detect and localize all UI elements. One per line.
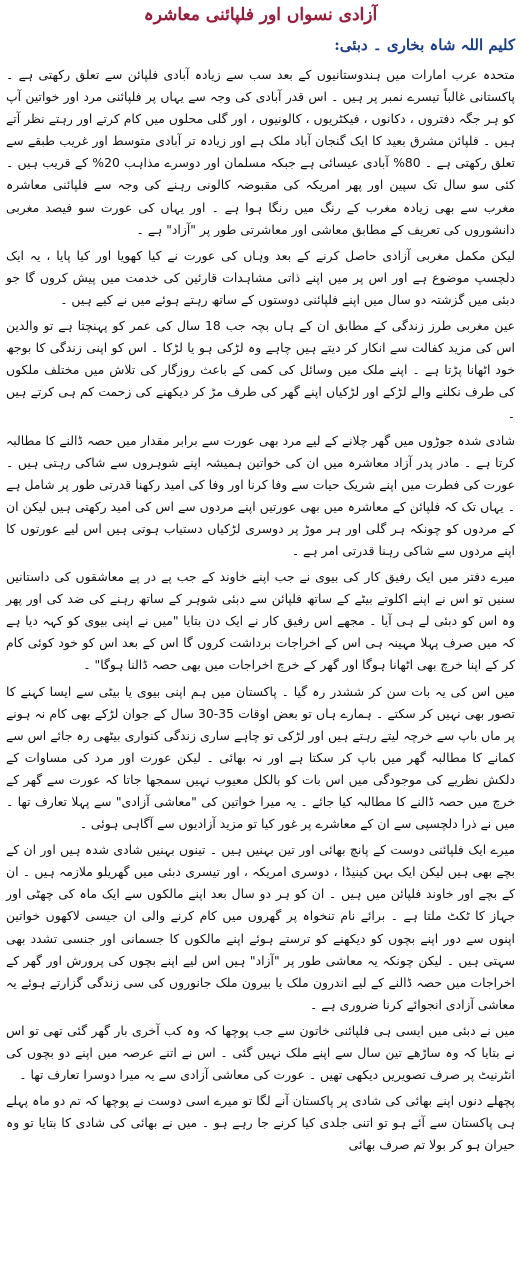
paragraph: میں اس کی یہ بات سن کر ششدر رہ گیا ۔ پاکستان میں ہم اپنی بیوی یا بیٹی سے ایسا کہنے کا تصور بھی نہیں کر سکتے ۔ ہمارے ہاں تو بعض اوقات 35-30 سال کے جوان لڑکے بھی کام نہ ہونے پر ماں باپ سے خرچہ لیتے رہتے ہیں اور لڑکی تو چاہے ساری زندگی کنواری بیٹھی رہ جائے اس سے کمانے کا مطالبہ گھر میں باپ کر سکتا ہے اور نہ بھائی ۔ لیکن عورت اور مرد کی مساوات کے دلکش نظریے کی موجودگی میں اس بات کو بالکل معیوب نہیں سمجھا جاتا کہ عورت سے گھر کے خرچ میں حصہ ڈالنے کا مطالبہ کیا جائے ۔ یہ میرا خواتین کی "معاشی آزادی" سے پہلا تعارف تھا ۔ میں نے ذرا دلچسپی سے ان کے معاشرے پر غور کیا تو مزید آزادیوں سے آگاہی ہوئی ۔ <box>6 683 515 832</box>
article-body <box>6 64 515 1161</box>
article-byline: کلیم اللہ شاہ بخاری ۔ دبئی: <box>334 36 515 54</box>
paragraph: پچھلے دنوں اپنے بھائی کی شادی پر پاکستان آنے لگا تو میرے اسی دوست نے پوچھا کہ تم دو ماہ پہلے ہی پاکستان سے آئے ہو تو اتنی جلدی کیا کرنے جا رہے ہو ۔ میں نے بھائی کی شادی کا بتایا تو وہ حیران ہو کر بولا تم صرف بھائی <box>6 1093 515 1153</box>
paragraph: میرے ایک فلپائنی دوست کے پانچ بھائی اور تین بہنیں ہیں ۔ تینوں بہنیں شادی شدہ ہیں اور ان کے بچے بھی ہیں لیکن ایک بہن کینیڈا ، دوسری امریکہ ، اور تیسری دبئی میں گھریلو ملازمہ ہیں ۔ ان کے بچے اور خاوند فلپائن میں ہیں ۔ ان کو ہر دو سال بعد اپنے مالکوں سے ایک ماہ کی چھٹی اور جہاز کا ٹکٹ ملتا ہے ۔ برائے نام تنخواہ پر گھروں میں کام کرنے والی ان جیسی لاکھوں خواتین اپنوں سے دور اپنے بچوں کو دیکھنے کو ترستے ہوئے اپنے مالکوں کا جسمانی اور جنسی تشدد بھی سہتی ہیں ۔ لیکن چونکہ یہ معاشی طور پر "آزاد" ہیں اس لیے اپنے بچوں کی پرورش اور گھر کے اخراجات میں حصہ ڈالنے کے لیے اندرون ملک یا بیرون ملک جانوروں کی سی زندگی گزارتے ہوئے یہ معاشی آزادی انجوائے کرنا ضروری ہے ۔ <box>6 842 515 1012</box>
paragraph: عین مغربی طرز زندگی کے مطابق ان کے ہاں بچہ جب 18 سال کی عمر کو پہنچتا ہے تو والدین اس کی مزید کفالت سے انکار کر دیتے ہیں چاہے وہ لڑکی ہو یا لڑکا ۔ اس کو اپنی زندگی کا بوجھ خود اٹھانا پڑتا ہے ۔ اپنے ملک میں وسائل کی کمی کے باعث روزگار کی تلاش میں مختلف ملکوں کی طرف نکلنے والے لڑکے اور لڑکیاں اپنے گھر کی طرف مڑ کر دیکھنے کی زحمت کم ہی کرتے ہیں ۔ <box>6 318 515 422</box>
paragraph: متحدہ عرب امارات میں ہندوستانیوں کے بعد سب سے زیادہ آبادی فلپائن سے تعلق رکھتی ہے ۔ پاکستانی غالباً تیسرے نمبر پر ہیں ۔ اس قدر آبادی کی وجہ سے یہاں پر فلپائنی مرد اور خواتین آپ کو ہر جگہ دفتروں ، دکانوں ، فیکٹریوں ، کالونیوں ، اور گلی محلوں میں کام کرتے اور رہتے نظر آتے ہیں ۔ فلپائن مشرق بعید کا ایک گنجان آباد ملک ہے اور زیادہ تر آبادی متوسط اور غریب طبقے سے تعلق رکھتی ہے ۔ 80% آبادی عیسائی ہے جبکہ مسلمان اور دوسرے مذاہب 20% کے قریب ہیں ۔ کئی سو سال تک سپین اور پھر امریکہ کی مقبوضہ کالونی رہنے کی وجہ سے فلپائنی معاشرہ مغرب سے بھی زیادہ مغرب کے رنگ میں رنگا ہوا ہے ۔ اور یہاں کی عورت سو فیصد مغربی دانشوروں کی تعریف کے مطابق معاشی اور معاشرتی طور پر "آزاد" ہے ۔ <box>6 67 515 237</box>
paragraph: میرے دفتر میں ایک رفیق کار کی بیوی نے جب اپنے خاوند کے جب پے در پے معاشقوں کی داستانیں سنیں تو اس نے اپنے اکلوتے بیٹے کے ساتھ فلپائن سے دبئی شوہر کے ساتھ رہنے کی ضد کی اور پھر وہ اس کو دبئی لے ہی آیا ۔ مجھے اس رفیق کار نے ایک دن بتایا "میں نے اپنی بیوی کو کہہ دیا ہے کہ میں صرف پہلا مہینہ ہی اس کے اخراجات برداشت کروں گا اس کے بعد اس کو خود کوئی کام کر کے اپنا خرچ بھی اٹھانا ہوگا اور گھر کے خرچ اخراجات میں بھی حصہ ڈالنا ہوگا" ۔ <box>6 569 515 673</box>
paragraph: شادی شدہ جوڑوں میں گھر چلانے کے لیے مرد بھی عورت سے برابر مقدار میں حصہ ڈالنے کا مطالبہ کرتا ہے ۔ مادر پدر آزاد معاشرہ میں ان کی خواتین ہمیشہ اپنے شوہروں سے شاکی رہتی ہیں ۔ عورت کی فطرت میں اپنے شریک حیات سے وفا کرنا اور وفا کی امید رکھنا قدرتی طور پر شامل ہے ۔ یہاں تک کہ فلپائن کے معاشرہ میں بھی عورتیں اپنے مردوں سے اس کی امید رکھتی ہیں لیکن ان کے مردوں کو چونکہ ہر گلی اور ہر موڑ پر دوسری لڑکیاں دستیاب ہوتی ہیں اس لیے عورتوں کا اپنے مردوں سے شاکی رہنا قدرتی امر ہے ۔ <box>6 432 515 558</box>
paragraph: لیکن مکمل مغربی آزادی حاصل کرنے کے بعد وہاں کی عورت نے کیا کھویا اور کیا پایا ، یہ ایک دلچسپ موضوع ہے اور اس پر میں اپنے ذاتی مشاہدات قارئین کی خدمت میں پیش کروں گا جو دبئی میں گزشتہ دو سال میں اپنے فلپائنی دوستوں کے ساتھ رہتے ہوئے میں نے کیے ہیں ۔ <box>6 247 515 307</box>
paragraph: میں نے دبئی میں ایسی ہی فلپائنی خاتون سے جب پوچھا کہ وہ کب آخری بار گھر گئی تھی تو اس نے بتایا کہ وہ ساڑھے تین سال سے اپنے ملک نہیں گئی ۔ اس نے اتنے عرصہ میں اپنے دو بچوں کی انٹرنیٹ پر صرف تصویریں دیکھی تھیں ۔ عورت کی معاشی آزادی سے یہ میرا دوسرا تعارف تھا ۔ <box>6 1022 515 1083</box>
article-title: آزادی نسواں اور فلپائنی معاشرہ <box>143 5 378 25</box>
